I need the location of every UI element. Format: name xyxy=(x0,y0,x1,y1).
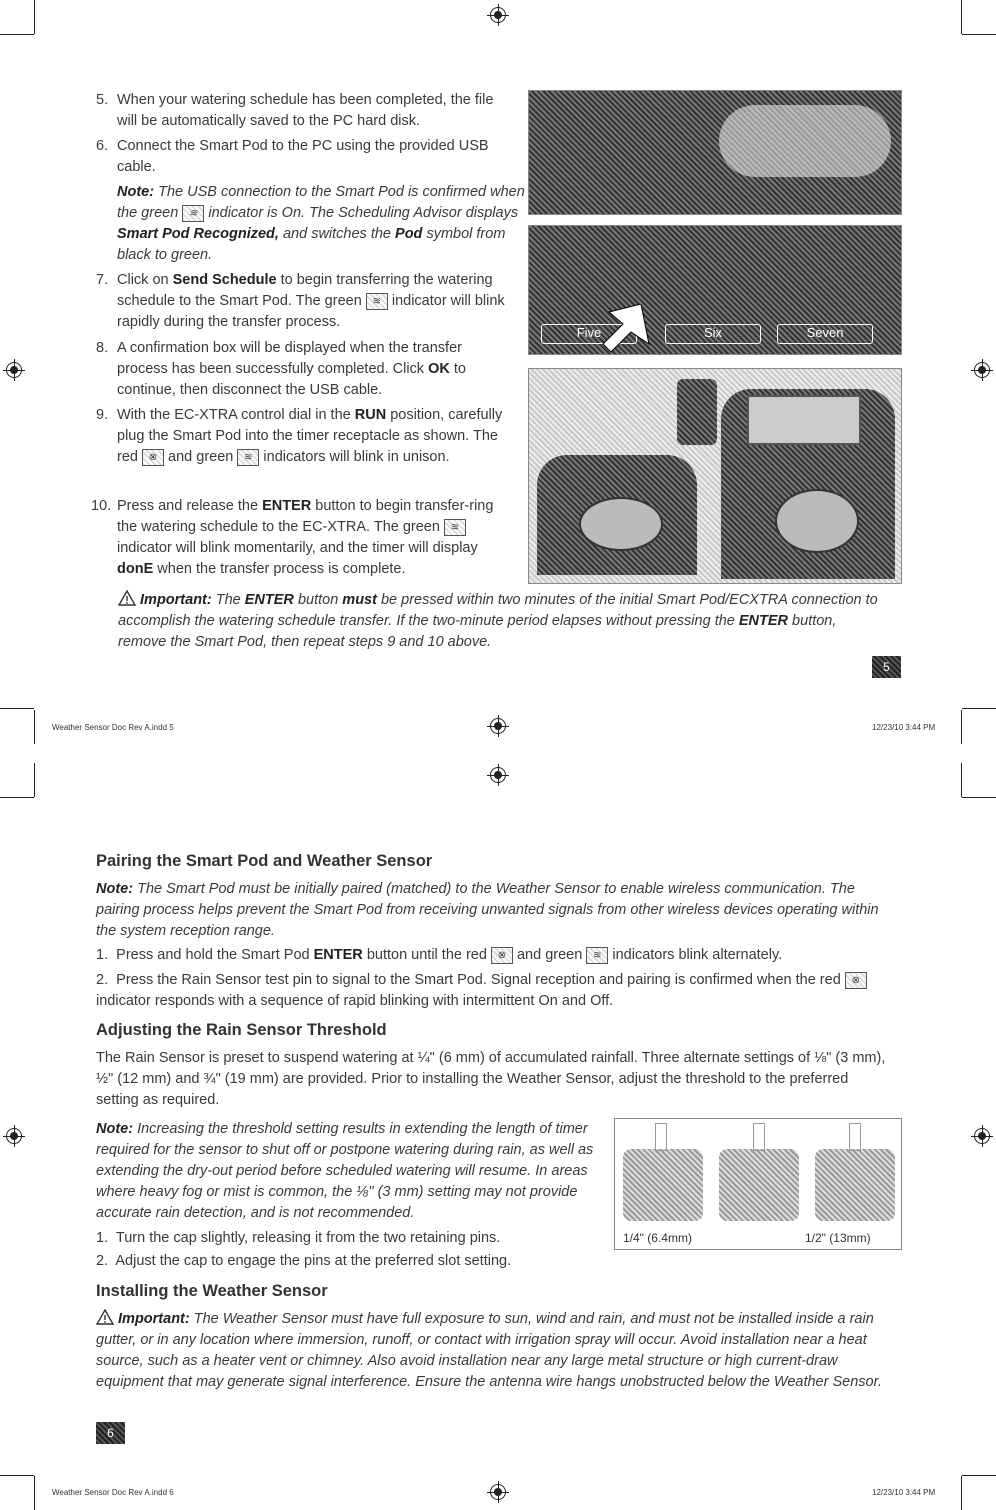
warning-triangle-icon xyxy=(96,1309,114,1325)
install-important xyxy=(96,1309,906,1393)
green-indicator-icon: ≋ xyxy=(182,205,204,222)
crop-mark xyxy=(961,1476,962,1510)
step-number: 1. xyxy=(96,1230,109,1246)
step-text: Press and hold the Smart Pod xyxy=(116,947,314,963)
step-6 xyxy=(96,136,516,178)
step-number: 10. xyxy=(91,498,112,514)
crop-mark xyxy=(0,1475,34,1476)
software-screenshot-figure xyxy=(528,90,902,215)
registration-mark-icon xyxy=(6,1128,22,1144)
step-text: When your watering schedule has been completed, the file will be automatically saved to the PC hard disk. xyxy=(117,92,494,129)
rain-sensor-cap-figure xyxy=(614,1118,902,1250)
step-text: when the transfer process is complete. xyxy=(153,561,406,577)
note-text: The Smart Pod must be initially paired (matched) to the Weather Sensor to enable wireless communication. The pairing process helps prevent the Smart Pod from receiving unwanted signals from other wireless devices operating within the system reception range. xyxy=(96,881,879,939)
step-number: 9. xyxy=(96,407,109,423)
registration-mark-icon xyxy=(490,1484,506,1500)
registration-mark-icon xyxy=(490,7,506,23)
step-7 xyxy=(96,270,516,333)
note-text: and switches the xyxy=(278,226,396,242)
step-10 xyxy=(91,496,516,580)
threshold-paragraph: The Rain Sensor is preset to suspend watering at ¼" (6 mm) of accumulated rainfall. Three alternate settings of ⅛" (3 mm), ½" (12 mm) and ¾" (19 mm) are provided. Prior to installing the Weather Sensor, adjust the threshold to the preferred setting as required. xyxy=(96,1050,886,1108)
registration-mark-icon xyxy=(490,767,506,783)
crop-mark xyxy=(961,763,962,797)
step-text: Press and release the xyxy=(117,498,263,514)
step-5 xyxy=(96,90,516,132)
page-number: 6 xyxy=(96,1422,125,1444)
important-text: The Weather Sensor must have full exposure to sun, wind and rain, and must not be installed inside a rain gutter, or in any location where immersion, runoff, or contact with irrigation spray will occur. Avoid installation near a heat source, such as a heater vent or chimney. Also avoid installation near any large metal structure or high current-draw equipment that may generate signal interference. Ensure the antenna wire hangs unobstructed below the Weather Sensor. xyxy=(96,1311,882,1390)
step-text: With the EC-XTRA control dial in the xyxy=(117,407,355,423)
registration-mark-icon xyxy=(490,718,506,734)
figure-caption: 1/2" (13mm) xyxy=(805,1231,871,1245)
pointer-arrow-icon xyxy=(601,304,651,354)
step-text: Turn the cap slightly, releasing it from the two retaining pins. xyxy=(115,1230,501,1246)
step-text: Connect the Smart Pod to the PC using the provided USB cable. xyxy=(117,138,489,175)
pairing-note xyxy=(96,879,886,942)
step-text: to continue, then disconnect the USB cable. xyxy=(117,361,466,398)
threshold-note xyxy=(96,1119,606,1224)
step-text: Click on xyxy=(117,272,173,288)
pairing-step-1 xyxy=(96,945,906,966)
step-bold: ENTER xyxy=(262,498,312,514)
install-heading: Installing the Weather Sensor xyxy=(96,1282,328,1300)
crop-mark xyxy=(962,34,996,35)
usb-note xyxy=(117,182,533,266)
note-text: symbol from black to green. xyxy=(117,226,506,263)
important-warning xyxy=(118,590,888,653)
step-bold: ENTER xyxy=(313,947,363,963)
green-indicator-icon: ≋ xyxy=(366,293,388,310)
crop-mark xyxy=(0,34,34,35)
step-bold: OK xyxy=(428,361,450,377)
software-screenshot-figure xyxy=(528,225,902,355)
note-label: Note: xyxy=(117,184,155,200)
note-bold: Smart Pod Recognized, xyxy=(117,226,279,242)
crop-mark xyxy=(34,763,35,797)
threshold-step-1 xyxy=(96,1228,606,1249)
warning-triangle-icon xyxy=(118,590,136,606)
note-text: indicator is On. The Scheduling Advisor displays xyxy=(204,205,519,221)
step-text: button to begin transfer-ring the watering schedule to the EC-XTRA. The green xyxy=(117,498,494,535)
important-bold: ENTER xyxy=(738,613,789,629)
step-text: Press the Rain Sensor test pin to signal to the Smart Pod. Signal reception and pairing is confirmed when the red xyxy=(116,972,845,988)
important-bold: must xyxy=(342,592,377,608)
step-text: indicator responds with a sequence of rapid blinking with intermittent On and Off. xyxy=(96,993,614,1009)
step-number: 2. xyxy=(96,1253,109,1269)
red-indicator-icon: ⊗ xyxy=(845,972,867,989)
threshold-heading: Adjusting the Rain Sensor Threshold xyxy=(96,1021,387,1039)
step-text: Adjust the cap to engage the pins at the preferred slot setting. xyxy=(115,1253,512,1269)
registration-mark-icon xyxy=(6,362,22,378)
important-text: button, remove the Smart Pod, then repeat steps 9 and 10 above. xyxy=(118,613,837,650)
green-indicator-icon: ≋ xyxy=(586,947,608,964)
crop-mark xyxy=(0,708,34,709)
crop-mark xyxy=(962,1475,996,1476)
step-text: indicator will blink rapidly during the transfer process. xyxy=(117,293,505,330)
note-text: The USB connection to the Smart Pod is confirmed when the green xyxy=(117,184,525,221)
step-9 xyxy=(96,405,516,468)
step-text: position, carefully plug the Smart Pod into the timer receptacle as shown. The red xyxy=(117,407,503,465)
screen-button: Five xyxy=(541,324,637,344)
note-bold: Pod xyxy=(395,226,423,242)
green-indicator-icon: ≋ xyxy=(237,449,259,466)
step-text: indicator will blink momentarily, and the timer will display xyxy=(117,540,478,556)
screen-button: Six xyxy=(665,324,761,344)
crop-mark xyxy=(962,797,996,798)
step-bold: Send Schedule xyxy=(172,272,277,288)
important-label: Important: xyxy=(118,1311,190,1327)
important-bold: ENTER xyxy=(244,592,294,608)
important-label: Important: xyxy=(140,592,212,608)
important-text: be pressed within two minutes of the initial Smart Pod/ECXTRA connection to accomplish the watering schedule transfer. If the two-minute period elapses without pressing the xyxy=(118,592,878,629)
step-number: 1. xyxy=(96,947,109,963)
step-number: 8. xyxy=(96,340,109,356)
slug-file-info: Weather Sensor Doc Rev A.indd 6 xyxy=(52,1488,174,1497)
crop-mark xyxy=(961,0,962,34)
registration-mark-icon xyxy=(974,362,990,378)
step-8 xyxy=(96,338,516,401)
threshold-step-2 xyxy=(96,1251,606,1272)
screen-button: Seven xyxy=(777,324,873,344)
step-text: A confirmation box will be displayed when the transfer process has been successfully completed. Click xyxy=(117,340,462,377)
smart-pod-timer-figure xyxy=(528,368,902,584)
step-text: and green xyxy=(164,449,238,465)
page-number: 5 xyxy=(872,656,901,678)
step-number: 7. xyxy=(96,272,109,288)
green-indicator-icon: ≋ xyxy=(444,519,466,536)
crop-mark xyxy=(34,1476,35,1510)
pairing-heading: Pairing the Smart Pod and Weather Sensor xyxy=(96,852,433,870)
step-text: and green xyxy=(512,947,587,963)
step-bold: donE xyxy=(117,561,154,577)
crop-mark xyxy=(962,708,996,709)
figure-caption: 1/4" (6.4mm) xyxy=(623,1231,692,1245)
slug-file-info: Weather Sensor Doc Rev A.indd 5 xyxy=(52,723,174,732)
step-text: indicators blink alternately. xyxy=(608,947,783,963)
crop-mark xyxy=(961,710,962,744)
crop-mark xyxy=(0,797,34,798)
crop-mark xyxy=(34,0,35,34)
step-number: 2. xyxy=(96,972,109,988)
registration-mark-icon xyxy=(974,1128,990,1144)
step-text: indicators will blink in unison. xyxy=(259,449,450,465)
note-text: Increasing the threshold setting results in extending the length of timer required for the sensor to shut off or postpone watering during rain, as well as extending the dry-out period before scheduled watering will resume. In areas where heavy fog or mist is common, the ⅛" (3 mm) setting may not provide accurate rain detection, and is not recommended. xyxy=(96,1121,594,1221)
important-text: button xyxy=(293,592,343,608)
note-label: Note: xyxy=(96,881,134,897)
note-label: Note: xyxy=(96,1121,134,1137)
slug-date: 12/23/10 3:44 PM xyxy=(872,1488,936,1497)
crop-mark xyxy=(34,710,35,744)
slug-date: 12/23/10 3:44 PM xyxy=(872,723,936,732)
red-indicator-icon: ⊗ xyxy=(491,947,513,964)
red-indicator-icon: ⊗ xyxy=(142,449,164,466)
step-number: 6. xyxy=(96,138,109,154)
step-number: 5. xyxy=(96,92,109,108)
step-bold: RUN xyxy=(354,407,387,423)
step-text: to begin transferring the watering schedule to the Smart Pod. The green xyxy=(117,272,493,309)
pairing-step-2 xyxy=(96,970,906,1012)
step-text: button until the red xyxy=(362,947,491,963)
important-text: The xyxy=(211,592,245,608)
